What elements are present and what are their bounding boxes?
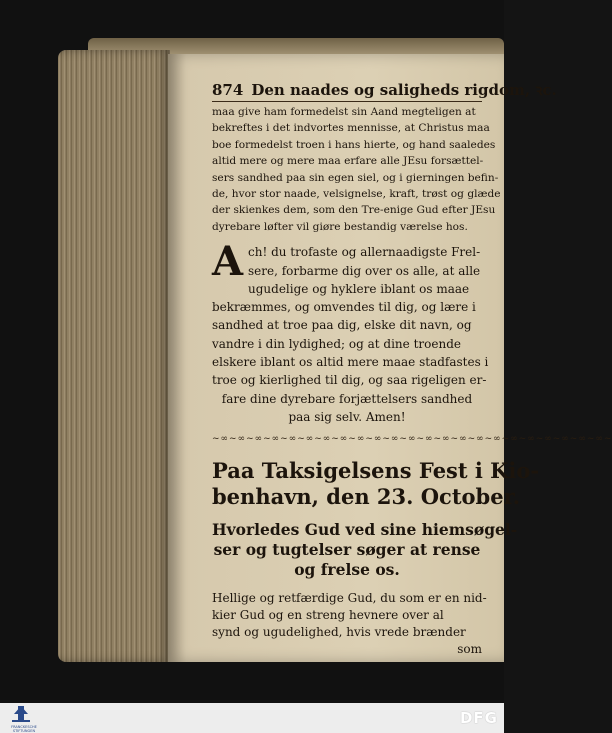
body-line: de, hvor stor naade, velsignelse, kraft, trøst og glæde [212, 188, 501, 201]
closing-paragraph [212, 590, 487, 658]
section-title-line: benhavn, den 23. October. [212, 484, 521, 510]
section-subtitle-line: Hvorledes Gud ved sine hiemsøgel- [212, 520, 518, 540]
section-subtitle-line: og frelse os. [294, 560, 400, 580]
prayer-line: elskere iblant os altid mere maae stadfastes i [212, 355, 489, 370]
prayer-line: ch! du trofaste og allernaadigste Frel- [248, 245, 481, 260]
section-title-line: Paa Taksigelsens Fest i Kio- [212, 458, 540, 484]
closing-line: kier Gud og en streng hevnere over al [212, 608, 444, 623]
closing-line: Hellige og retfærdige Gud, du som er en nid- [212, 591, 487, 606]
book-page [168, 54, 612, 662]
drop-cap: A [212, 238, 244, 286]
body-line: bekreftes i det indvortes mennisse, at Christus maa [212, 122, 490, 135]
prayer-paragraph [212, 238, 489, 426]
prayer-line: fare dine dyrebare forjættelsers sandhed [221, 391, 473, 406]
catchword: som [457, 642, 482, 657]
prayer-line: sere, forbarme dig over os alle, at alle [248, 263, 481, 278]
book-page-edges [58, 50, 170, 662]
section-subtitle-line: ser og tugtelser søger at rense [213, 540, 481, 560]
body-line: dyrebare løfter vil giøre bestandig værelse hos. [212, 220, 468, 233]
ornamental-divider: ~∞~∞~∞~∞~∞~∞~∞~∞~∞~∞~∞~∞~∞~∞~∞~∞~∞~∞~∞~∞~∞~∞~∞~ [212, 434, 612, 445]
prayer-line: paa sig selv. Amen! [288, 409, 406, 424]
running-header [212, 80, 557, 102]
section-subtitle [212, 520, 518, 580]
institution-logo[interactable] [4, 704, 38, 732]
body-line: altid mere og mere maa erfare alle JEsu forsættel- [212, 155, 484, 168]
body-line: maa give ham formedelst sin Aand megteligen at [212, 106, 476, 118]
prayer-line: sandhed at troe paa dig, elske dit navn, og [212, 318, 472, 333]
body-line: boe formedelst troen i hans hierte, og hand saaledes [212, 138, 496, 151]
closing-line: synd og ugudelighed, hvis vrede brænder [212, 625, 466, 640]
page-content [212, 80, 612, 658]
institution-name: FRANCKESCHE STIFTUNGEN [11, 725, 37, 733]
running-head-title: Den naades og saligheds rigdom, ꝛc. [251, 81, 557, 99]
page-number: 874 [212, 81, 244, 99]
viewer-footer-bar [0, 703, 504, 733]
prayer-line: vandre i din lydighed; og at dine troende [212, 336, 461, 351]
prayer-line: troe og kierlighed til dig, og saa rigeligen er- [212, 373, 487, 388]
body-line: der skienkes dem, som den Tre-enige Gud efter JEsu [212, 204, 496, 217]
franckesche-stiftungen-logo-icon [4, 704, 38, 724]
body-paragraph [212, 104, 501, 235]
prayer-line: ugudelige og hyklere iblant os maae [248, 281, 470, 296]
section-title [212, 458, 540, 510]
body-line: sers sandhed paa sin egen siel, og i gierningen befin- [212, 171, 499, 184]
prayer-line: bekræmmes, og omvendes til dig, og lære i [212, 300, 476, 315]
dfg-logo[interactable]: DFG [459, 709, 498, 727]
